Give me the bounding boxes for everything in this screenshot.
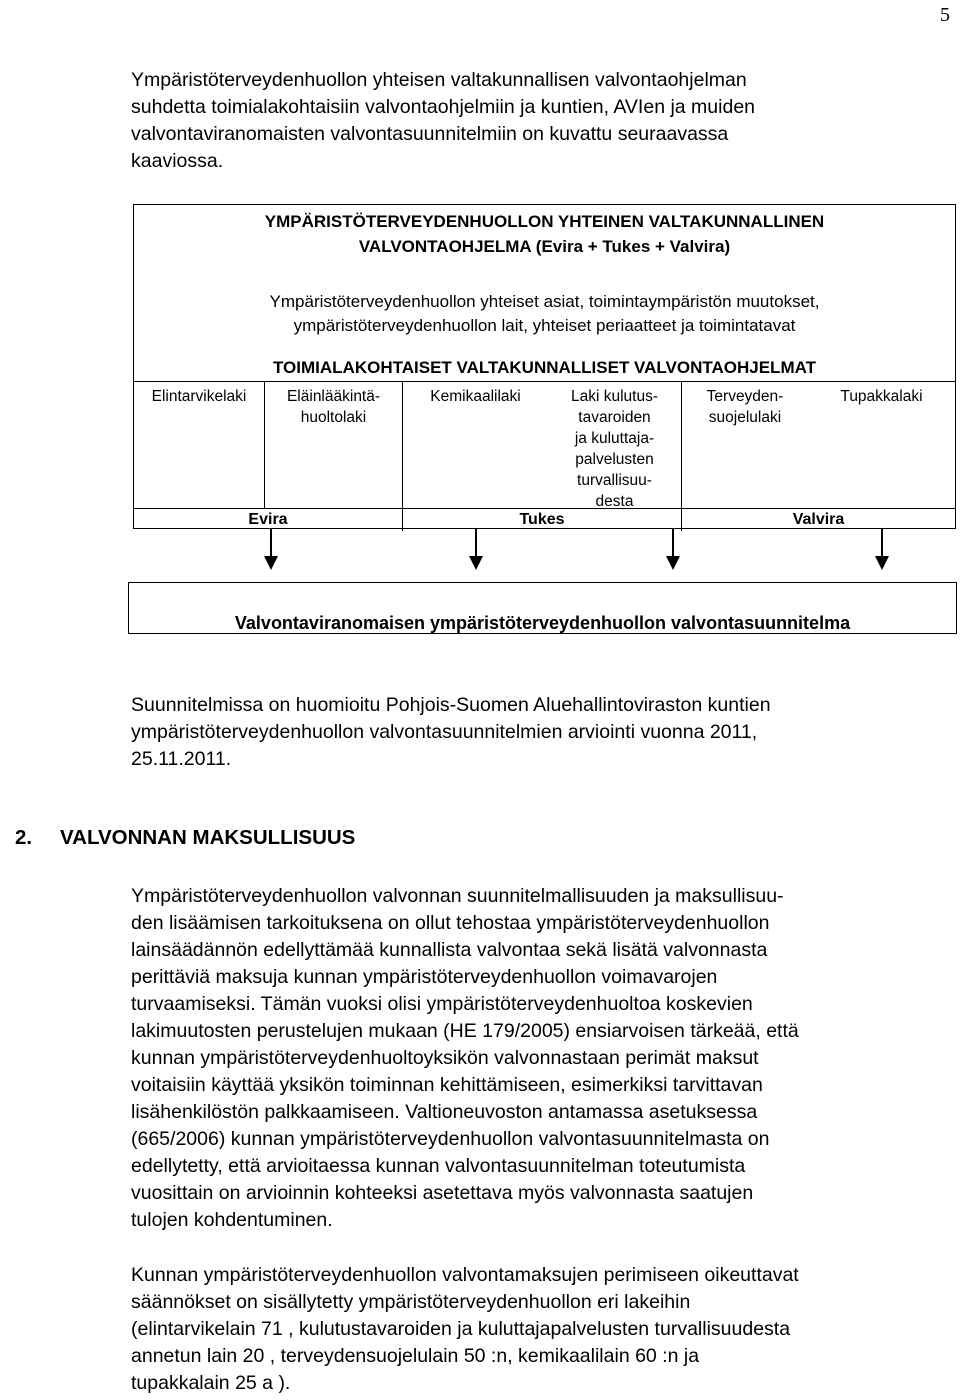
law-line: suojelulaki: [708, 409, 782, 426]
text-line: lainsäädännön edellyttämää kunnallista valvontaa sekä lisätä valvonnasta: [131, 939, 768, 961]
intro-paragraph: [131, 67, 931, 175]
law-cell-health-protection: [682, 382, 808, 508]
text-line: suhdetta toimialakohtaisiin valvontaohjelmiin ja kuntien, AVIen ja muiden: [131, 96, 756, 118]
text-line: kaaviossa.: [131, 150, 224, 172]
oversight-plan-box: Valvontaviranomaisen ympäristöterveydenhuollon valvontasuunnitelma: [128, 582, 957, 634]
law-line: Terveyden-: [706, 388, 784, 405]
text-line: kunnan ympäristöterveydenhuoltoyksikön valvonnastaan perimät maksut: [131, 1047, 759, 1069]
text-line: (665/2006) kunnan ympäristöterveydenhuollon valvontasuunnitelmasta on: [131, 1128, 770, 1150]
law-line: tavaroiden: [578, 409, 651, 426]
agency-valvira: Valvira: [792, 511, 845, 528]
law-cell-food: [134, 382, 265, 508]
text-line: (elintarvikelain 71 , kulutustavaroiden ja kuluttajapalvelusten turvallisuudesta: [131, 1318, 791, 1340]
diagram-title-line: VALVONTAOHJELMA (Evira + Tukes + Valvira): [358, 237, 731, 256]
section-number: 2.: [15, 826, 33, 849]
down-arrow-icon: [872, 528, 892, 572]
text-line: Kunnan ympäristöterveydenhuollon valvontamaksujen perimiseen oikeuttavat: [131, 1264, 799, 1286]
diagram-title-line: YMPÄRISTÖTERVEYDENHUOLLON YHTEINEN VALTAKUNNALLINEN: [264, 212, 825, 231]
down-arrow-icon: [663, 528, 683, 572]
sector-programs-title: TOIMIALAKOHTAISET VALTAKUNNALLISET VALVONTAOHJELMAT: [272, 358, 817, 377]
agency-row: [134, 508, 955, 531]
law-line: ja kuluttaja-: [574, 430, 655, 447]
diagram-subtitle-line: Ympäristöterveydenhuollon yhteiset asiat, toimintaympäristön muutokset,: [269, 292, 820, 311]
law-line: desta: [595, 493, 634, 510]
text-line: tupakkalain 25 a ).: [131, 1372, 291, 1394]
text-line: valvontaviranomaisten valvontasuunnitelmiin on kuvattu seuraavassa: [131, 123, 729, 145]
agency-evira: Evira: [134, 509, 403, 531]
down-arrow-icon: [261, 528, 281, 572]
law-cell-veterinary: [265, 382, 403, 508]
text-line: Ympäristöterveydenhuollon yhteisen valtakunnallisen valvontaohjelman: [131, 69, 747, 91]
text-line: lakimuutosten perustelujen mukaan (HE 179/2005) ensiarvoisen tärkeää, että: [131, 1020, 799, 1042]
body-paragraph-2: [131, 1262, 931, 1397]
body-paragraph-1: [131, 883, 931, 1234]
text-line: 25.11.2011.: [131, 748, 232, 770]
text-line: annetun lain 20 , terveydensuojelulain 50 :n, kemikaalilain 60 :n ja: [131, 1345, 700, 1367]
text-line: lisähenkilöstön palkkaamiseen. Valtioneuvoston antamassa asetuksessa: [131, 1101, 758, 1123]
text-line: perittäviä maksuja kunnan ympäristöterveydenhuollon voimavarojen: [131, 966, 718, 988]
text-line: säännökset on sisällytetty ympäristöterveydenhuollon eri lakeihin: [131, 1291, 691, 1313]
text-line: edellytetty, että arvioitaessa kunnan valvontasuunnitelman toteutumista: [131, 1155, 746, 1177]
down-arrow-icon: [466, 528, 486, 572]
text-line: Ympäristöterveydenhuollon valvonnan suunnitelmallisuuden ja maksullisuu-: [131, 885, 784, 907]
text-line: turvaamiseksi. Tämän vuoksi olisi ympäristöterveydenhuoltoa koskevien: [131, 993, 753, 1015]
oversight-program-diagram: [133, 204, 956, 529]
text-line: vuosittain on arvioinnin kohteeksi asetettava myös valvonnasta saatujen: [131, 1182, 754, 1204]
law-line: Laki kulutus-: [570, 388, 658, 405]
text-line: ympäristöterveydenhuollon valvontasuunnitelmien arviointi vuonna 2011,: [131, 721, 758, 743]
page-number: 5: [940, 4, 950, 26]
law-cell-consumer-safety: [548, 382, 682, 508]
note-paragraph: [131, 692, 931, 773]
law-line: Elintarvikelaki: [151, 388, 247, 405]
agency-tukes: Tukes: [403, 509, 682, 531]
law-line: Eläinlääkintä-: [286, 388, 381, 405]
text-line: den lisäämisen tarkoituksena on ollut tehostaa ympäristöterveydenhuollon: [131, 912, 770, 934]
section-heading: [15, 826, 355, 850]
text-line: voitaisiin käyttää yksikön toiminnan kehittämiseen, esimerkiksi tarvittavan: [131, 1074, 763, 1096]
text-line: tulojen kohdentuminen.: [131, 1209, 333, 1231]
law-line: palvelusten: [575, 451, 654, 468]
text-line: Suunnitelmissa on huomioitu Pohjois-Suomen Aluehallintoviraston kuntien: [131, 694, 771, 716]
law-line: turvallisuu-: [577, 472, 652, 489]
law-cell-tobacco: [808, 382, 955, 508]
law-grid: [134, 381, 955, 530]
law-line: Kemikaalilaki: [430, 388, 521, 405]
section-title: VALVONNAN MAKSULLISUUS: [60, 826, 356, 849]
law-line: Tupakkalaki: [840, 388, 923, 405]
diagram-subtitle-line: ympäristöterveydenhuollon lait, yhteiset periaatteet ja toimintatavat: [293, 316, 796, 335]
law-cell-chemicals: [403, 382, 548, 508]
law-line: huoltolaki: [300, 409, 367, 426]
